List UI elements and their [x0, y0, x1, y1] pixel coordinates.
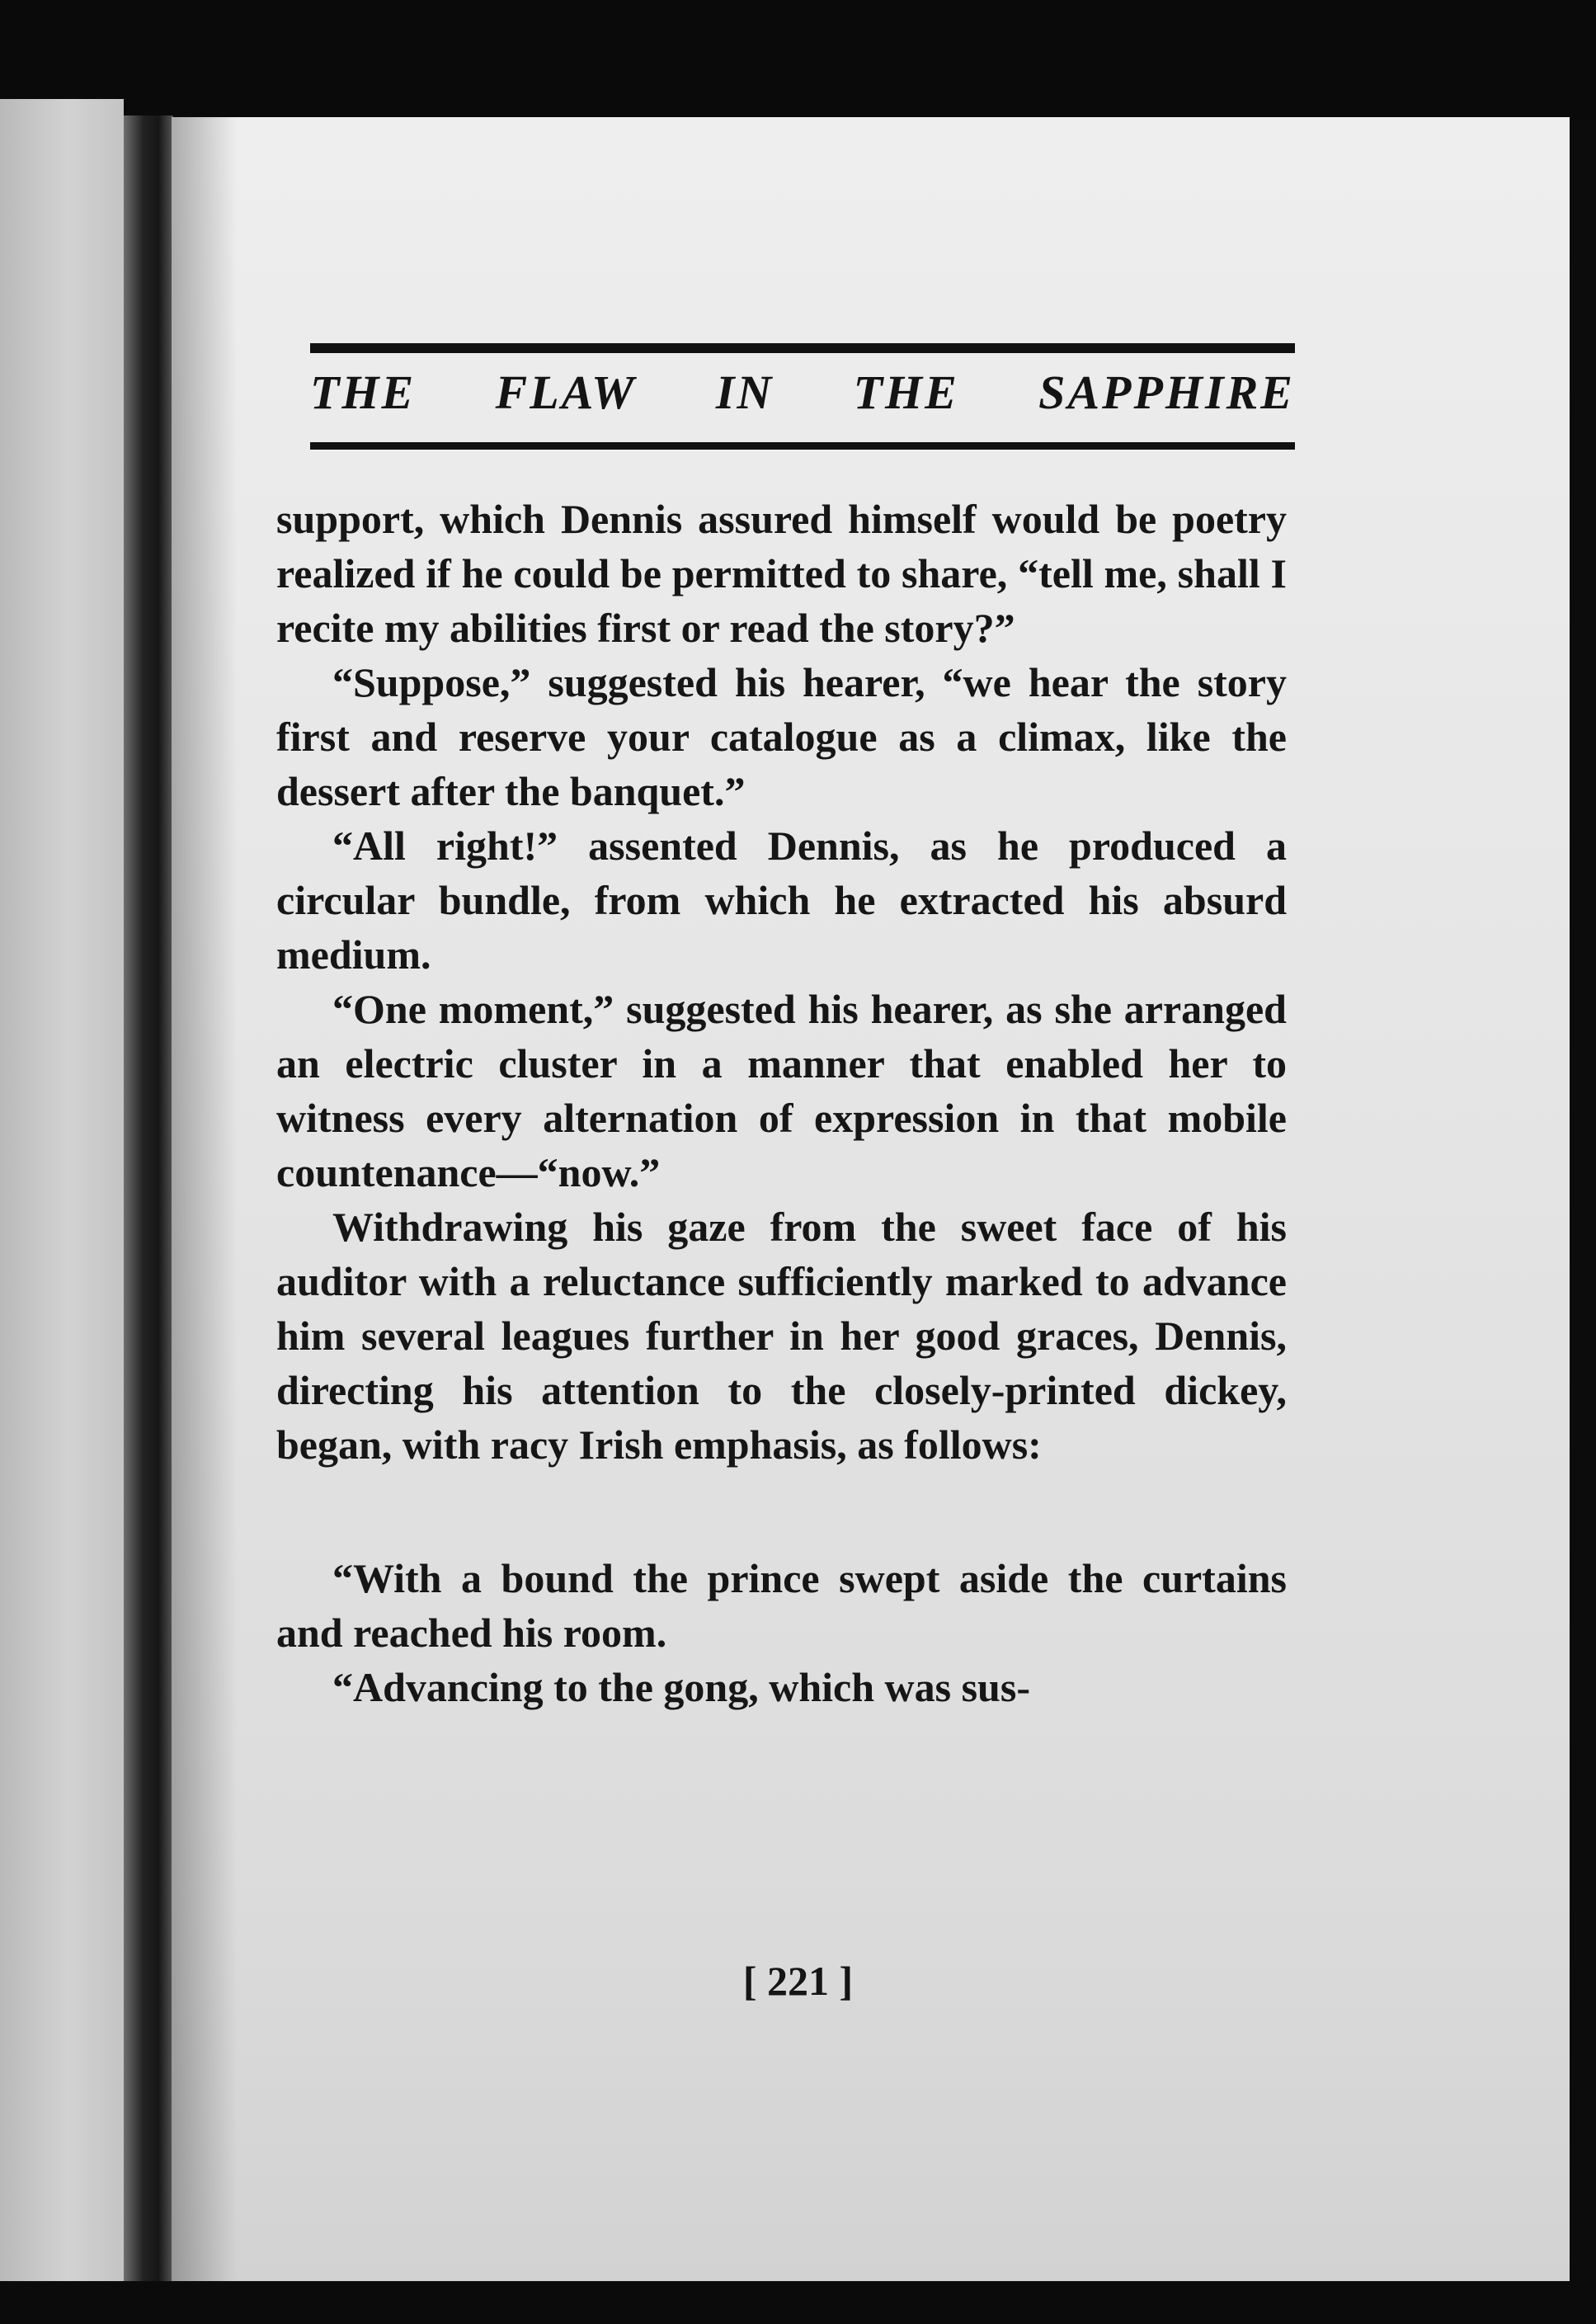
paragraph: “With a bound the prince swept aside the curtains and reached his room.: [276, 1555, 1287, 1656]
paragraph: “One moment,” suggested his hearer, as she arranged an electric cluster in a manner that enabled her to witness every alternation of expression in that mobile countenance—“now.”: [276, 986, 1287, 1195]
scan-bottom-border: [0, 2281, 1596, 2324]
paragraph: “Advancing to the gong, which was sus-: [332, 1664, 1030, 1710]
running-head-word: THE: [310, 365, 417, 419]
running-head-word: SAPPHIRE: [1038, 365, 1295, 419]
page-number: [ 221 ]: [742, 1958, 854, 2004]
running-head-word: FLAW: [495, 365, 637, 419]
running-head-word: IN: [715, 365, 774, 419]
paragraph: Withdrawing his gaze from the sweet face of his auditor with a reluctance sufficiently marked to advance him several leagues further in her good graces, Dennis, directing his attention to the closely-printed dickey, began, with racy Irish emphasis, as follows:: [276, 1204, 1287, 1468]
header-rule-bottom: [310, 442, 1295, 450]
paragraph: support, which Dennis assured himself would be poetry realized if he could be permitted to share, “tell me, shall I recite my abilities first or read the story?”: [276, 496, 1287, 651]
body-text: [276, 492, 1287, 1714]
paragraph: “Suppose,” suggested his hearer, “we hear the story first and reserve your catalogue as a climax, like the dessert after the banquet.”: [276, 659, 1287, 814]
header-rule-top: [310, 343, 1295, 353]
paragraph: “All right!” assented Dennis, as he produced a circular bundle, from which he extracted his absurd medium.: [276, 823, 1287, 978]
running-head: [310, 365, 1295, 420]
running-head-word: THE: [853, 365, 959, 419]
scan-top-border: [0, 0, 1596, 120]
